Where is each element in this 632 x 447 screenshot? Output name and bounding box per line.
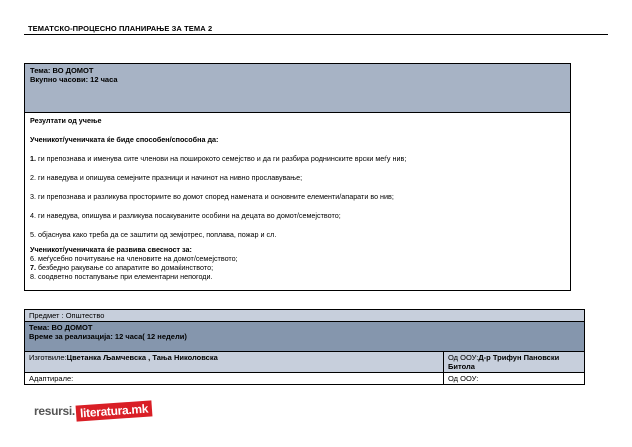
awareness-item: 7. безбедно ракување со апаратите во домаќинството; <box>30 263 214 272</box>
theme-cell <box>25 322 585 352</box>
header-divider <box>24 34 608 35</box>
topic-outcomes-box <box>24 63 571 291</box>
logo-part-literatura: literatura.mk <box>76 400 153 421</box>
topic-theme: Тема: ВО ДОМОТ <box>30 66 94 75</box>
topic-box-header <box>25 64 570 113</box>
awareness-heading: Ученикот/ученичката ќе развива свесност за: <box>30 245 192 254</box>
outcomes-heading: Резултати од учење <box>30 116 102 125</box>
subject-row <box>25 310 585 322</box>
authors-row <box>25 352 585 373</box>
outcome-item: 1. ги препознава и именува сите членови на поширокото семејство и да ги разбира роднинските врски меѓу нив; <box>30 154 407 163</box>
plan-table <box>24 309 585 385</box>
logo-part-resursi: resursi. <box>34 404 75 418</box>
plan-time: Време за реализација: 12 часа( 12 недели) <box>29 332 187 341</box>
plan-theme: Тема: ВО ДОМОТ <box>29 323 93 332</box>
awareness-item: 6. меѓусебно почитување на членовите на домот/семејството; <box>30 254 238 263</box>
outcome-item: 2. ги наведува и опишува семејните празници и начинот на нивно прославување; <box>30 173 303 182</box>
subject-cell: Предмет : Општество <box>25 310 585 322</box>
adapted-school-cell: Од ООУ: <box>444 373 585 385</box>
outcomes-section <box>25 113 570 284</box>
outcome-item: 5. објаснува како треба да се заштити од земјотрес, поплава, пожар и сл. <box>30 230 277 239</box>
adapted-cell: Адаптирале: <box>25 373 444 385</box>
school-cell: Од ООУ:Д-р Трифун Пановски Битола <box>444 352 585 373</box>
adapted-row <box>25 373 585 385</box>
prepared-cell: Изготвиле:Цветанка Љамчевска , Тања Николовска <box>25 352 444 373</box>
outcome-item: 4. ги наведува, опишува и разликува посакуваните особини на децата во домот/семејството; <box>30 211 341 220</box>
page-title: ТЕМАТСКО-ПРОЦЕСНО ПЛАНИРАЊЕ ЗА ТЕМА 2 <box>28 24 213 33</box>
awareness-item: 8. соодветно постапување при елементарни непогоди. <box>30 272 213 281</box>
topic-hours: Вкупно часови: 12 часа <box>30 75 118 84</box>
outcome-item: 3. ги препознава и разликува просториите во домот според намената и основните елементи/апарати во нив; <box>30 192 394 201</box>
resursi-logo <box>34 403 152 419</box>
able-heading: Ученикот/ученичката ќе биде способен/способна да: <box>30 135 219 144</box>
theme-row <box>25 322 585 352</box>
